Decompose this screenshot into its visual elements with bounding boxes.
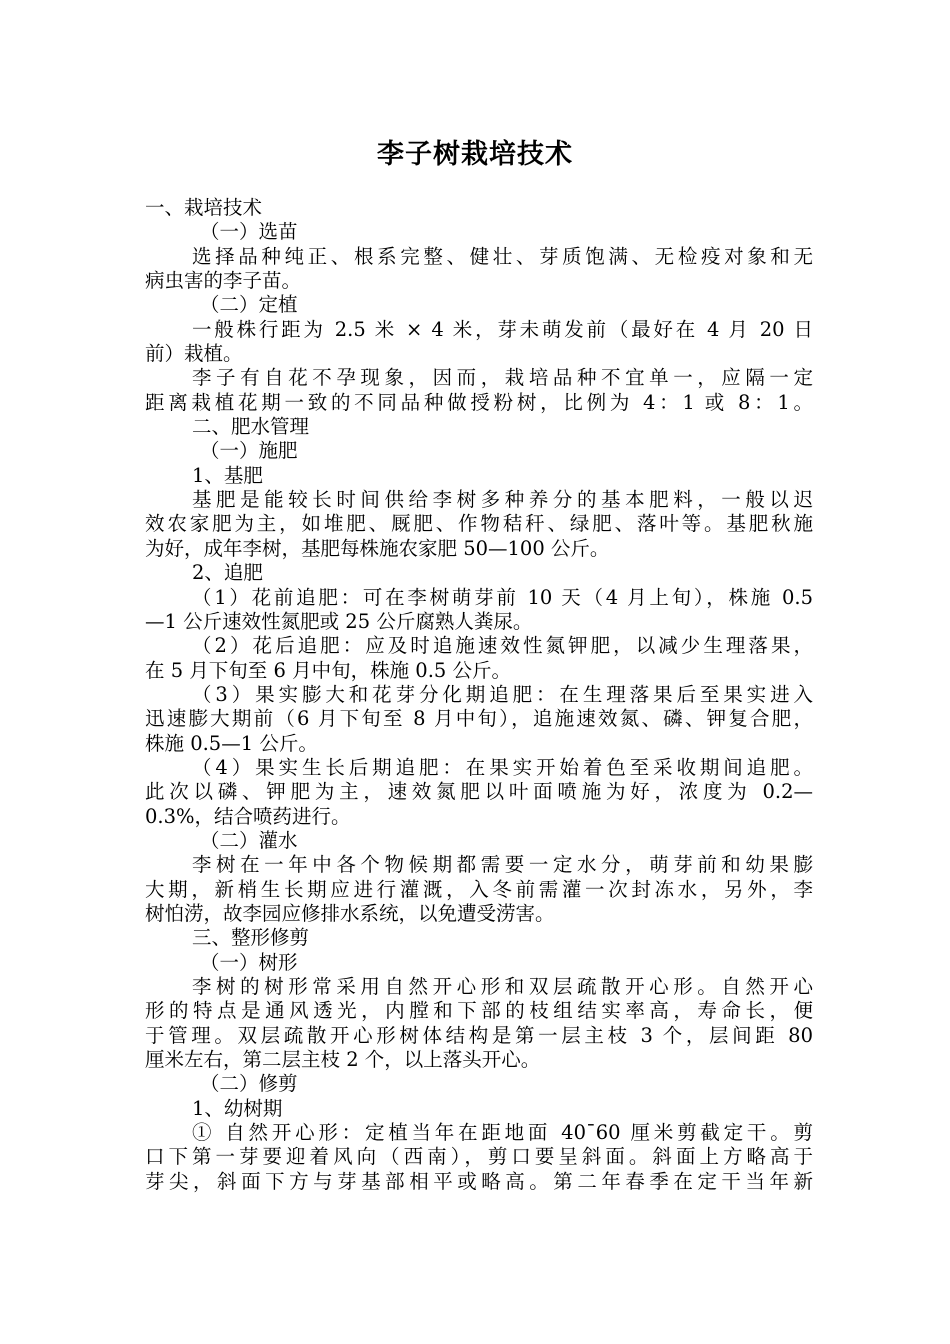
subsection-heading: （二）定植 xyxy=(200,293,298,317)
paragraph-line: —1 公斤速效性氮肥或 25 公斤腐熟人粪尿。 xyxy=(145,609,533,633)
paragraph-line: 李树的树形常采用自然开心形和双层疏散开心形。自然开心 xyxy=(192,975,813,998)
paragraph-line: ① 自然开心形：定植当年在距地面 40¯60 厘米剪截定干。剪 xyxy=(192,1121,813,1145)
section-heading: 二、肥水管理 xyxy=(192,415,310,439)
paragraph-line: （3）果实膨大和花芽分化期追肥：在生理落果后至果实进入 xyxy=(192,682,813,706)
paragraph-line: 于管理。双层疏散开心形树体结构是第一层主枝 3 个，层间距 80 xyxy=(145,1023,813,1047)
paragraph-line: （1）花前追肥：可在李树萌芽前 10 天（4 月上旬），株施 0.5 xyxy=(192,585,813,609)
item-heading: 1、幼树期 xyxy=(192,1096,283,1120)
paragraph-line: 距离栽植花期一致的不同品种做授粉树，比例为 4：1 或 8：1。 xyxy=(145,390,813,414)
subsection-heading: （二）灌水 xyxy=(200,828,298,852)
paragraph-line: 一般株行距为 2.5 米 × 4 米，芽未萌发前（最好在 4 月 20 日 xyxy=(192,317,813,341)
paragraph-line: 李树在一年中各个物候期都需要一定水分，萌芽前和幼果膨 xyxy=(192,853,813,877)
paragraph-line: 前）栽植。 xyxy=(145,342,243,366)
subsection-heading: （一）树形 xyxy=(200,950,298,974)
paragraph-line: 基肥是能较长时间供给李树多种养分的基本肥料，一般以迟 xyxy=(192,488,813,512)
subsection-heading: （一）选苗 xyxy=(200,220,298,244)
paragraph-line: （4）果实生长后期追肥：在果实开始着色至采收期间追肥。 xyxy=(192,755,813,779)
paragraph-line: 在 5 月下旬至 6 月中旬，株施 0.5 公斤。 xyxy=(145,658,512,682)
paragraph-line: 芽尖，斜面下方与芽基部相平或略高。第二年春季在定干当年新 xyxy=(145,1169,813,1193)
paragraph-line: 形的特点是通风透光，内膛和下部的枝组结实率高，寿命长，便 xyxy=(145,999,813,1023)
paragraph-line: 效农家肥为主，如堆肥、厩肥、作物秸秆、绿肥、落叶等。基肥秋施 xyxy=(145,512,813,536)
subsection-heading: （一）施肥 xyxy=(200,439,298,463)
section-heading: 三、整形修剪 xyxy=(192,926,310,950)
section-heading: 一、栽培技术 xyxy=(145,196,263,219)
paragraph-line: 厘米左右，第二层主枝 2 个，以上落头开心。 xyxy=(145,1048,541,1072)
paragraph-line: 树怕涝，故李园应修排水系统，以免遭受涝害。 xyxy=(145,901,555,925)
document-title: 李子树栽培技术 xyxy=(377,139,573,170)
paragraph-line: 病虫害的李子苗。 xyxy=(145,269,302,293)
paragraph-line: 株施 0.5—1 公斤。 xyxy=(145,731,318,755)
paragraph-line: 大期，新梢生长期应进行灌溉，入冬前需灌一次封冻水，另外，李 xyxy=(145,877,813,901)
item-heading: 2、追肥 xyxy=(192,561,263,585)
paragraph-line: 李子有自花不孕现象，因而，栽培品种不宜单一，应隔一定 xyxy=(192,366,813,390)
paragraph-line: 为好，成年李树，基肥每株施农家肥 50—100 公斤。 xyxy=(145,536,610,560)
subsection-heading: （二）修剪 xyxy=(200,1072,298,1096)
item-heading: 1、基肥 xyxy=(192,463,263,487)
document-body xyxy=(145,196,813,1194)
paragraph-line: （2）花后追肥：应及时追施速效性氮钾肥，以减少生理落果， xyxy=(192,634,813,658)
paragraph-line: 口下第一芽要迎着风向（西南），剪口要呈斜面。斜面上方略高于 xyxy=(145,1145,813,1169)
paragraph-line: 此次以磷、钾肥为主，速效氮肥以叶面喷施为好，浓度为 0.2— xyxy=(145,780,813,804)
paragraph-line: 选择品种纯正、根系完整、健壮、芽质饱满、无检疫对象和无 xyxy=(192,244,813,268)
paragraph-line: 0.3%，结合喷药进行。 xyxy=(145,804,351,828)
paragraph-line: 迅速膨大期前（6 月下旬至 8 月中旬），追施速效氮、磷、钾复合肥， xyxy=(145,707,813,731)
